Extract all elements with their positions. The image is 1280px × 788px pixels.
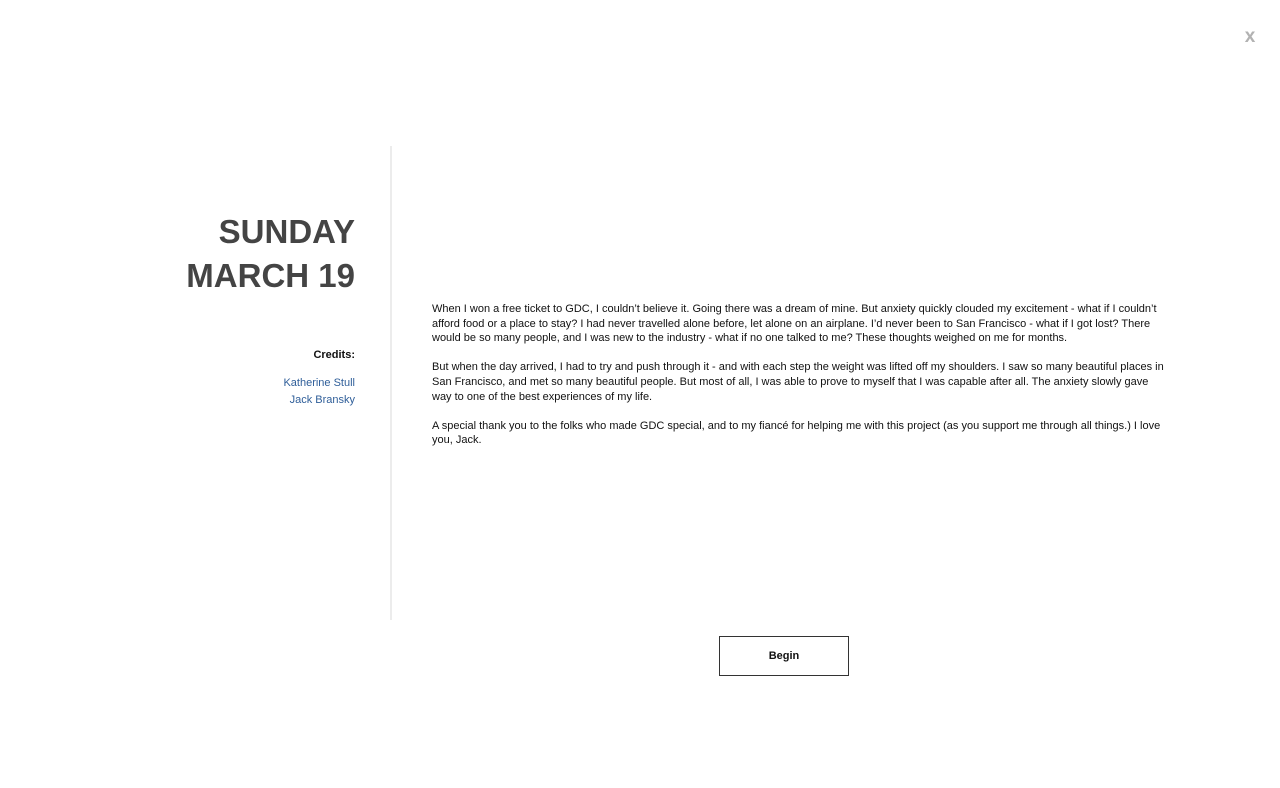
story-paragraph: When I won a free ticket to GDC, I couldn’t believe it. Going there was a dream of mine. But anxiety quickly clouded my excitement - what if I couldn’t afford food or a place to stay? I had never travelled alone before, let alone on an airplane. I’d never been to San Francisco - what if I got lost? There would be so many people, and I was new to the industry - what if no one talked to me? These thoughts weighed on me for months. bbox=[432, 303, 1157, 345]
story-paragraph: A special thank you to the folks who made GDC special, and to my fiancé for helping me with this project (as you support me through all things.) I love you, Jack. bbox=[432, 419, 1161, 447]
title-date: MARCH 19 bbox=[186, 257, 355, 294]
vertical-divider bbox=[390, 146, 392, 620]
title-day: SUNDAY bbox=[218, 213, 355, 250]
close-button[interactable]: x bbox=[1244, 26, 1256, 47]
left-column bbox=[120, 210, 355, 409]
story-paragraph: But when the day arrived, I had to try and push through it - and with each step the weight was lifted off my shoulders. I saw so many beautiful places in San Francisco, and met so many beautiful people. But most of all, I was able to prove to myself that I was capable after all. The anxiety slowly gave way to one of the best experiences of my life. bbox=[432, 361, 1164, 403]
credits-list bbox=[120, 375, 355, 409]
credit-name-jack-bransky[interactable]: Jack Bransky bbox=[289, 394, 355, 406]
page-title bbox=[120, 210, 355, 298]
credit-name-katherine-stull[interactable]: Katherine Stull bbox=[283, 377, 355, 389]
begin-button[interactable]: Begin bbox=[719, 636, 849, 676]
credits-label: Credits: bbox=[313, 349, 355, 361]
story-text bbox=[432, 302, 1167, 463]
